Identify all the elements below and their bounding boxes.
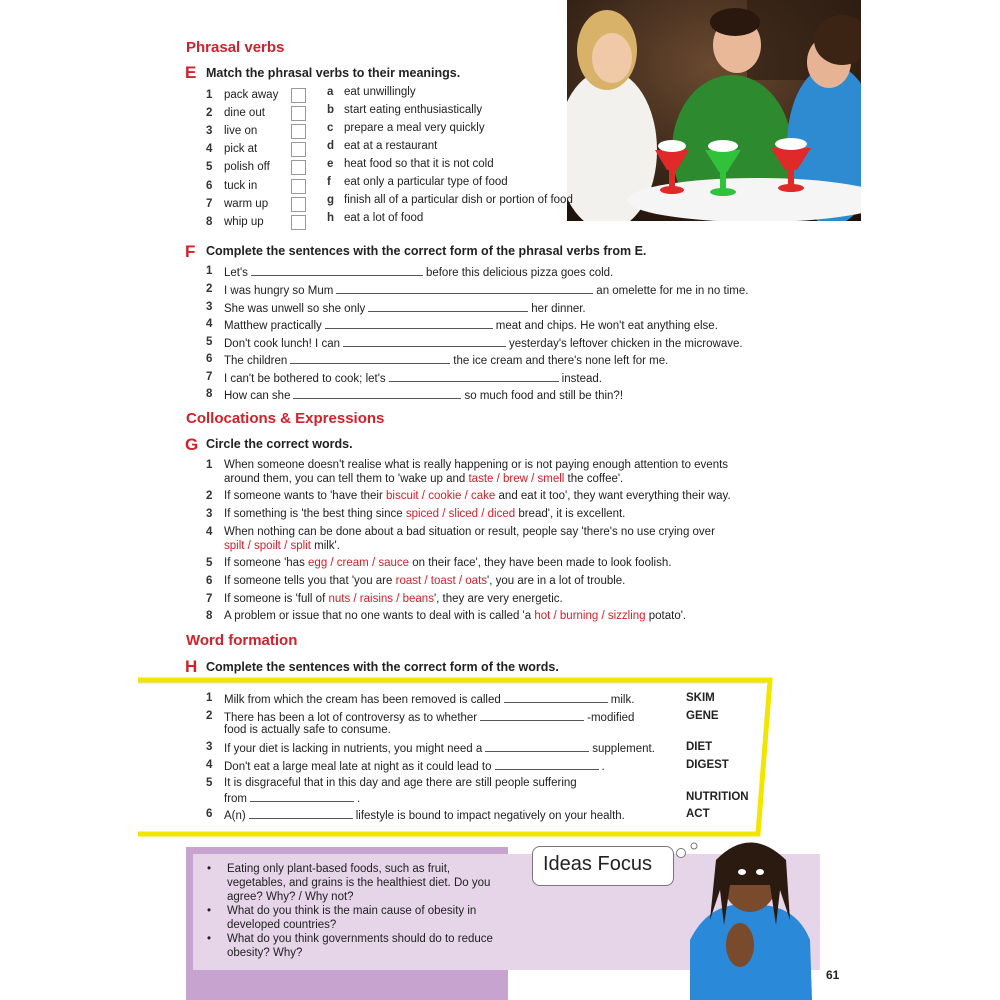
meaning-letter: b xyxy=(327,104,335,116)
sentence-line xyxy=(224,575,625,587)
answer-blank[interactable] xyxy=(504,692,608,703)
exercise-letter-g: G xyxy=(185,435,199,454)
item-number: 8 xyxy=(206,388,213,400)
answer-blank[interactable] xyxy=(250,791,354,802)
ideas-bullets xyxy=(205,862,510,960)
meaning-letter: a xyxy=(327,86,334,98)
item-number: 5 xyxy=(206,777,213,789)
phrasal-verb: warm up xyxy=(224,198,269,210)
answer-box[interactable] xyxy=(291,179,306,194)
item-number: 6 xyxy=(206,180,213,192)
answer-box[interactable] xyxy=(291,142,306,157)
phrasal-verb: pick at xyxy=(224,143,258,155)
phrasal-verb: whip up xyxy=(224,216,264,228)
answer-box[interactable] xyxy=(291,124,306,139)
sentence-text: on their face', they have been made to look foolish. xyxy=(409,557,672,569)
item-number: 1 xyxy=(206,692,213,704)
sentence-text: -modified xyxy=(587,712,635,724)
sentence-text: If someone tells you that 'you are xyxy=(224,575,396,587)
item-number: 7 xyxy=(206,593,213,605)
friends-eating-ice-cream-photo xyxy=(567,0,861,221)
keyword: SKIM xyxy=(686,692,715,704)
answer-blank[interactable] xyxy=(389,371,559,382)
item-number: 2 xyxy=(206,490,213,502)
sentence-start: Don't cook lunch! I can xyxy=(224,338,340,350)
item-number: 6 xyxy=(206,808,213,820)
sentence-line xyxy=(224,557,671,569)
word-choice[interactable]: hot / burning / sizzling xyxy=(534,610,646,622)
word-choice[interactable]: taste / brew / smell xyxy=(468,473,565,485)
sentence-row xyxy=(224,301,586,315)
sentence-text: If someone wants to 'have their xyxy=(224,490,387,502)
meaning-text: start eating enthusiastically xyxy=(344,104,483,116)
exercise-letter-f: F xyxy=(185,242,196,261)
sentence-end: meat and chips. He won't eat anything else. xyxy=(495,320,718,332)
item-number: 2 xyxy=(206,283,213,295)
item-number: 5 xyxy=(206,336,213,348)
answer-blank[interactable] xyxy=(251,265,423,276)
ideas-bullet: • What do you think governments should do to reduce obesity? Why? xyxy=(205,932,510,960)
answer-box[interactable] xyxy=(291,160,306,175)
sentence-line xyxy=(224,490,731,502)
sentence-end: an omelette for me in no time. xyxy=(596,285,749,297)
item-number: 5 xyxy=(206,557,213,569)
sentence-line xyxy=(224,759,605,773)
sentence-text: bread', it is excellent. xyxy=(515,508,626,520)
sentence-end: yesterday's leftover chicken in the microwave. xyxy=(508,338,743,350)
sentence-line: It is disgraceful that in this day and age there are still people suffering xyxy=(224,777,577,789)
answer-box[interactable] xyxy=(291,215,306,230)
answer-blank[interactable] xyxy=(495,759,599,770)
answer-blank[interactable] xyxy=(368,301,528,312)
item-number: 3 xyxy=(206,741,213,753)
sentence-line: food is actually safe to consume. xyxy=(224,724,391,736)
exercise-h-instruction: Complete the sentences with the correct form of the words. xyxy=(206,660,559,674)
meaning-text: eat a lot of food xyxy=(344,212,424,224)
item-number: 3 xyxy=(206,508,213,520)
word-choice[interactable]: egg / cream / sauce xyxy=(308,557,410,569)
sentence-text: milk'. xyxy=(310,540,340,552)
item-number: 4 xyxy=(206,526,213,538)
sentence-text: potato'. xyxy=(645,610,687,622)
answer-blank[interactable] xyxy=(485,741,589,752)
sentence-start: I can't be bothered to cook; let's xyxy=(224,373,386,385)
answer-box[interactable] xyxy=(291,88,306,103)
item-number: 1 xyxy=(206,89,213,101)
answer-blank[interactable] xyxy=(325,318,493,329)
sentence-text: ', you are in a lot of trouble. xyxy=(487,575,626,587)
sentence-line xyxy=(224,508,625,520)
exercise-e-instruction: Match the phrasal verbs to their meanings. xyxy=(206,66,461,80)
item-number: 4 xyxy=(206,143,213,155)
meaning-letter: h xyxy=(327,212,335,224)
sentence-start: Let's xyxy=(224,267,248,279)
ideas-bullet: • Eating only plant-based foods, such as fruit, vegetables, and grains is the healthiest diet. Do you agree? Why? / Why not? xyxy=(205,862,510,904)
item-number: 6 xyxy=(206,575,213,587)
ideas-bullet: • What do you think is the main cause of obesity in developed countries? xyxy=(205,904,510,932)
item-number: 3 xyxy=(206,301,213,313)
answer-blank[interactable] xyxy=(290,353,450,364)
sentence-text: lifestyle is bound to impact negatively on your health. xyxy=(355,810,625,822)
exercise-f-instruction: Complete the sentences with the correct form of the phrasal verbs from E. xyxy=(206,244,647,258)
sentence-text: ', they are very energetic. xyxy=(433,593,563,605)
sentence-line xyxy=(224,540,340,552)
item-number: 4 xyxy=(206,318,213,330)
sentence-text: . xyxy=(601,761,605,773)
item-number: 3 xyxy=(206,125,213,137)
sentence-text: If someone 'has xyxy=(224,557,309,569)
meaning-text: heat food so that it is not cold xyxy=(344,158,494,170)
word-choice[interactable]: spiced / sliced / diced xyxy=(405,508,516,520)
sentence-line xyxy=(224,593,563,605)
sentence-line xyxy=(224,610,686,622)
sentence-line xyxy=(224,808,625,822)
exercise-letter-e: E xyxy=(185,63,197,82)
word-choice[interactable]: biscuit / cookie / cake xyxy=(386,490,496,502)
phrasal-verb: polish off xyxy=(224,161,270,173)
sentence-text: the coffee'. xyxy=(564,473,624,485)
keyword: DIGEST xyxy=(686,759,729,771)
exercise-g-instruction: Circle the correct words. xyxy=(206,437,353,451)
section-title-word-formation: Word formation xyxy=(186,632,298,649)
meaning-text: prepare a meal very quickly xyxy=(344,122,485,134)
sentence-text: . xyxy=(357,793,361,805)
sentence-text: from xyxy=(224,793,247,805)
item-number: 2 xyxy=(206,107,213,119)
phrasal-verb: dine out xyxy=(224,107,265,119)
meaning-text: finish all of a particular dish or portion of food xyxy=(344,194,573,206)
sentence-row xyxy=(224,265,613,279)
sentence-end: the ice cream and there's none left for me. xyxy=(453,355,669,367)
meaning-text: eat at a restaurant xyxy=(344,140,438,152)
phrasal-verb: pack away xyxy=(224,89,279,101)
sentence-line xyxy=(224,791,360,805)
sentence-row xyxy=(224,371,602,385)
sentence-end: so much food and still be thin?! xyxy=(464,390,624,402)
sentence-line xyxy=(224,473,623,485)
sentence-row xyxy=(224,318,718,332)
sentence-line xyxy=(224,692,634,706)
item-number: 1 xyxy=(206,265,213,277)
meaning-text: eat only a particular type of food xyxy=(344,176,508,188)
keyword: ACT xyxy=(686,808,710,820)
sentence-text: Don't eat a large meal late at night as it could lead to xyxy=(224,761,492,773)
meaning-letter: g xyxy=(327,194,335,206)
page-number: 61 xyxy=(826,968,840,982)
sentence-text: There has been a lot of controversy as to whether xyxy=(224,712,478,724)
keyword: DIET xyxy=(686,741,713,753)
item-number: 7 xyxy=(206,371,213,383)
sentence-text: If something is 'the best thing since xyxy=(224,508,406,520)
keyword: NUTRITION xyxy=(686,791,749,803)
sentence-start: How can she xyxy=(224,390,291,402)
sentence-row xyxy=(224,336,743,350)
answer-blank[interactable] xyxy=(480,710,584,721)
sentence-start: I was hungry so Mum xyxy=(224,285,334,297)
item-number: 6 xyxy=(206,353,213,365)
sentence-text: If someone is 'full of xyxy=(224,593,329,605)
word-choice[interactable]: spilt / spoilt / split xyxy=(224,540,311,552)
section-title-phrasal-verbs: Phrasal verbs xyxy=(186,39,285,56)
thinking-boy-photo xyxy=(680,830,820,1000)
item-number: 8 xyxy=(206,216,213,228)
section-title-collocations: Collocations & Expressions xyxy=(186,410,385,427)
sentence-line: When nothing can be done about a bad situation or result, people say 'there's no use crying over xyxy=(224,526,715,538)
sentence-text: Milk from which the cream has been removed is called xyxy=(224,694,501,706)
meaning-text: eat unwillingly xyxy=(344,86,416,98)
sentence-text: around them, you can tell them to 'wake up and xyxy=(224,473,469,485)
sentence-text: A(n) xyxy=(224,810,246,822)
meaning-letter: f xyxy=(327,176,331,188)
sentence-text: milk. xyxy=(610,694,635,706)
sentence-row xyxy=(224,388,623,402)
answer-blank[interactable] xyxy=(249,808,353,819)
word-choice[interactable]: roast / toast / oats xyxy=(395,575,488,587)
ideas-focus-title: Ideas Focus xyxy=(543,853,652,875)
item-number: 8 xyxy=(206,610,213,622)
answer-box[interactable] xyxy=(291,106,306,121)
meaning-letter: e xyxy=(327,158,334,170)
item-number: 2 xyxy=(206,710,213,722)
sentence-line: When someone doesn't realise what is really happening or is not paying enough attention to events xyxy=(224,459,729,471)
sentence-start: The children xyxy=(224,355,288,367)
sentence-end: instead. xyxy=(561,373,602,385)
meaning-letter: d xyxy=(327,140,335,152)
phrasal-verb: tuck in xyxy=(224,180,258,192)
sentence-start: She was unwell so she only xyxy=(224,303,366,315)
answer-blank[interactable] xyxy=(293,388,461,399)
answer-blank[interactable] xyxy=(343,336,506,347)
word-choice[interactable]: nuts / raisins / beans xyxy=(328,593,434,605)
sentence-text: supplement. xyxy=(592,743,655,755)
sentence-row xyxy=(224,283,748,297)
keyword: GENE xyxy=(686,710,719,722)
meaning-letter: c xyxy=(327,122,334,134)
item-number: 1 xyxy=(206,459,213,471)
item-number: 5 xyxy=(206,161,213,173)
sentence-start: Matthew practically xyxy=(224,320,322,332)
answer-blank[interactable] xyxy=(336,283,593,294)
sentence-text: and eat it too', they want everything their way. xyxy=(495,490,731,502)
sentence-line xyxy=(224,741,655,755)
sentence-line xyxy=(224,710,634,724)
sentence-text: A problem or issue that no one wants to deal with is called 'a xyxy=(224,610,535,622)
sentence-end: her dinner. xyxy=(531,303,586,315)
sentence-row xyxy=(224,353,668,367)
sentence-end: before this delicious pizza goes cold. xyxy=(425,267,614,279)
item-number: 4 xyxy=(206,759,213,771)
item-number: 7 xyxy=(206,198,213,210)
sentence-text: If your diet is lacking in nutrients, you might need a xyxy=(224,743,483,755)
phrasal-verb: live on xyxy=(224,125,258,137)
answer-box[interactable] xyxy=(291,197,306,212)
exercise-letter-h: H xyxy=(185,657,198,676)
